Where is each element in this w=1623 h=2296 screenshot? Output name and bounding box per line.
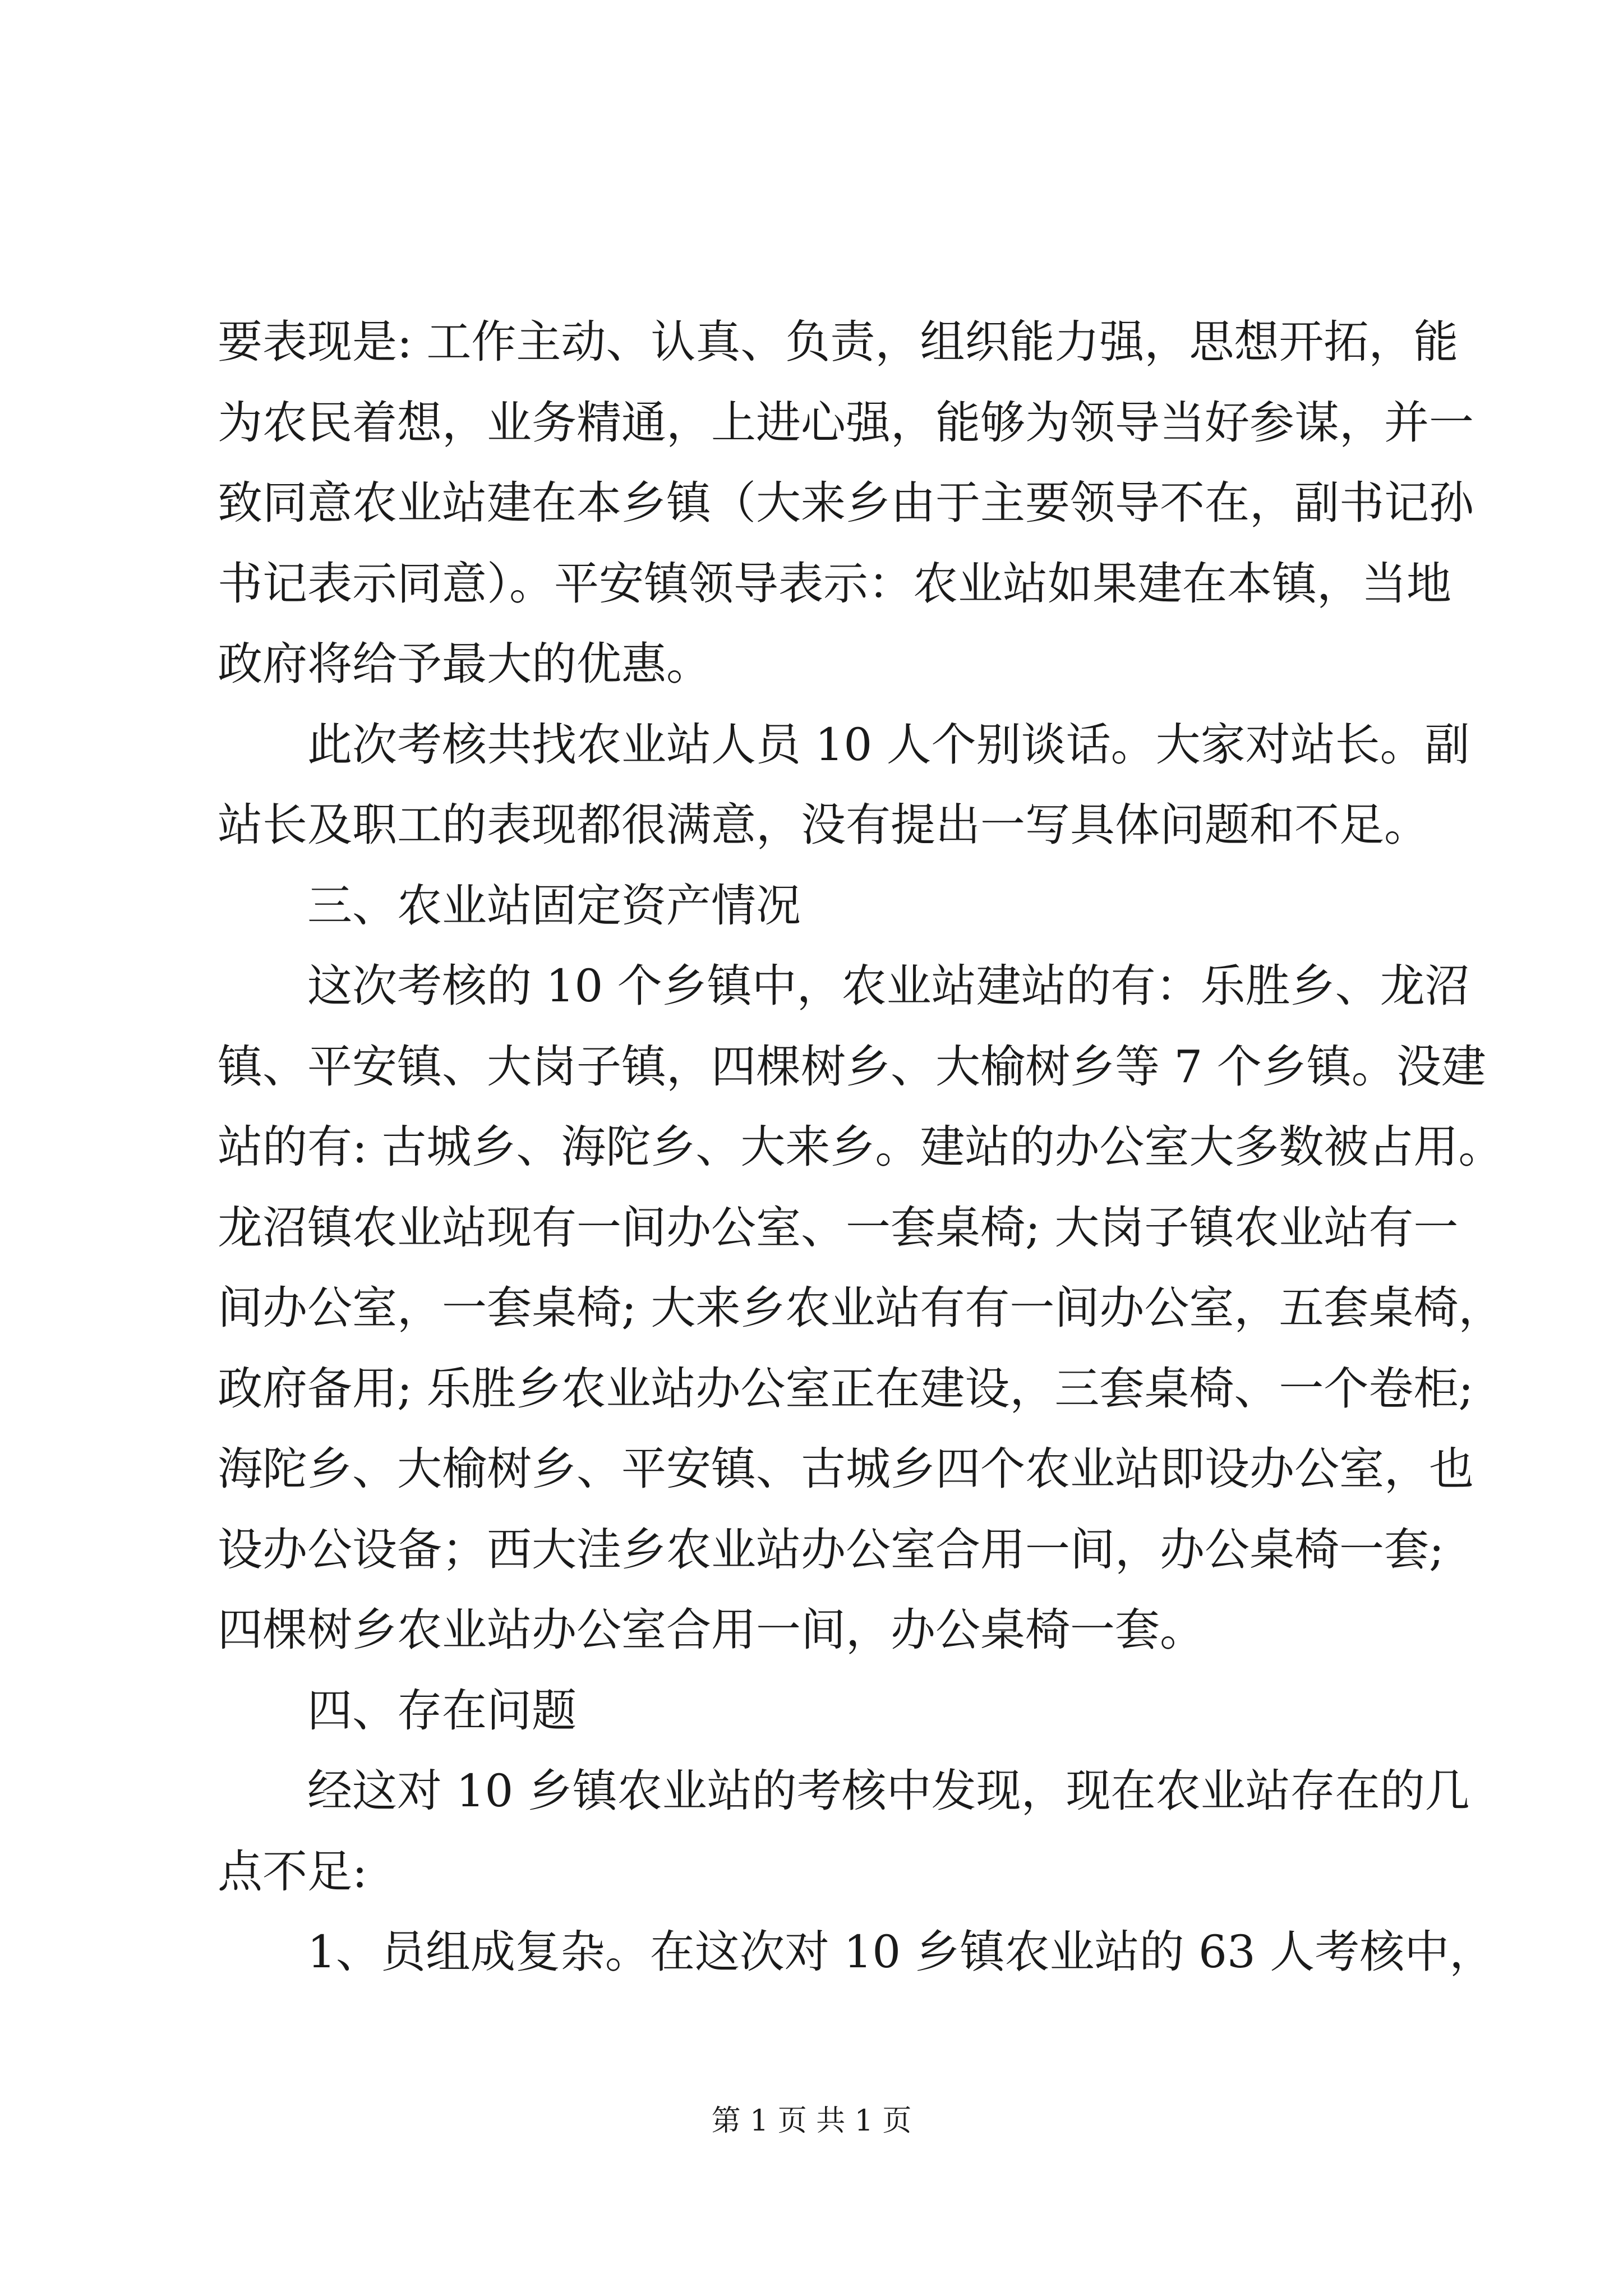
text-line: 要表现是: 工作主动、认真、负责，组织能力强，思想开拓，能 — [218, 316, 1459, 368]
section-heading: 四、存在问题 — [218, 1684, 577, 1737]
text-line: 站的有: 古城乡、海陀乡、大来乡。建站的办公室大多数被占用。 — [218, 1121, 1504, 1173]
text-line: 1、员组成复杂。在这次对 10 乡镇农业站的 63 人考核中， — [218, 1926, 1495, 1978]
document-body — [218, 302, 1504, 1993]
text-line: 镇、平安镇、大岗子镇，四棵树乡、大榆树乡等 7 个乡镇。没建 — [218, 1040, 1486, 1093]
text-line: 点不足: — [218, 1845, 367, 1898]
text-line: 站长及职工的表现都很满意，没有提出一写具体问题和不足。 — [218, 799, 1429, 851]
text-line: 龙沼镇农业站现有一间办公室、一套桌椅; 大岗子镇农业站有一 — [218, 1201, 1459, 1254]
text-line: 此次考核共找农业站人员 10 人个别谈话。大家对站长。副 — [218, 718, 1470, 771]
section-heading: 三、农业站固定资产情况 — [218, 879, 801, 932]
text-line: 这次考核的 10 个乡镇中，农业站建站的有：乐胜乡、龙沼 — [218, 960, 1470, 1012]
text-line: 海陀乡、大榆树乡、平安镇、古城乡四个农业站即设办公室，也 — [218, 1443, 1474, 1495]
text-line: 政府将给予最大的优惠。 — [218, 638, 711, 690]
text-line: 政府备用; 乐胜乡农业站办公室正在建设，三套桌椅、一个卷柜; — [218, 1362, 1474, 1415]
text-line: 间办公室，一套桌椅; 大来乡农业站有有一间办公室，五套桌椅， — [218, 1282, 1504, 1334]
text-line: 书记表示同意）。平安镇领导表示：农业站如果建在本镇，当地 — [218, 557, 1451, 610]
text-line: 致同意农业站建在本乡镇（大来乡由于主要领导不在，副书记孙 — [218, 477, 1474, 529]
page-footer — [0, 2097, 1623, 2139]
text-line: 经这对 10 乡镇农业站的考核中发现，现在农业站存在的几 — [218, 1765, 1470, 1817]
text-line: 设办公设备；西大洼乡农业站办公室合用一间，办公桌椅一套; — [218, 1523, 1444, 1576]
page-number-label: 第 1 页 共 1 页 — [711, 2104, 912, 2138]
text-line: 四棵树乡农业站办公室合用一间，办公桌椅一套。 — [218, 1604, 1205, 1656]
text-line: 为农民着想，业务精通，上进心强，能够为领导当好参谋，并一 — [218, 396, 1474, 449]
